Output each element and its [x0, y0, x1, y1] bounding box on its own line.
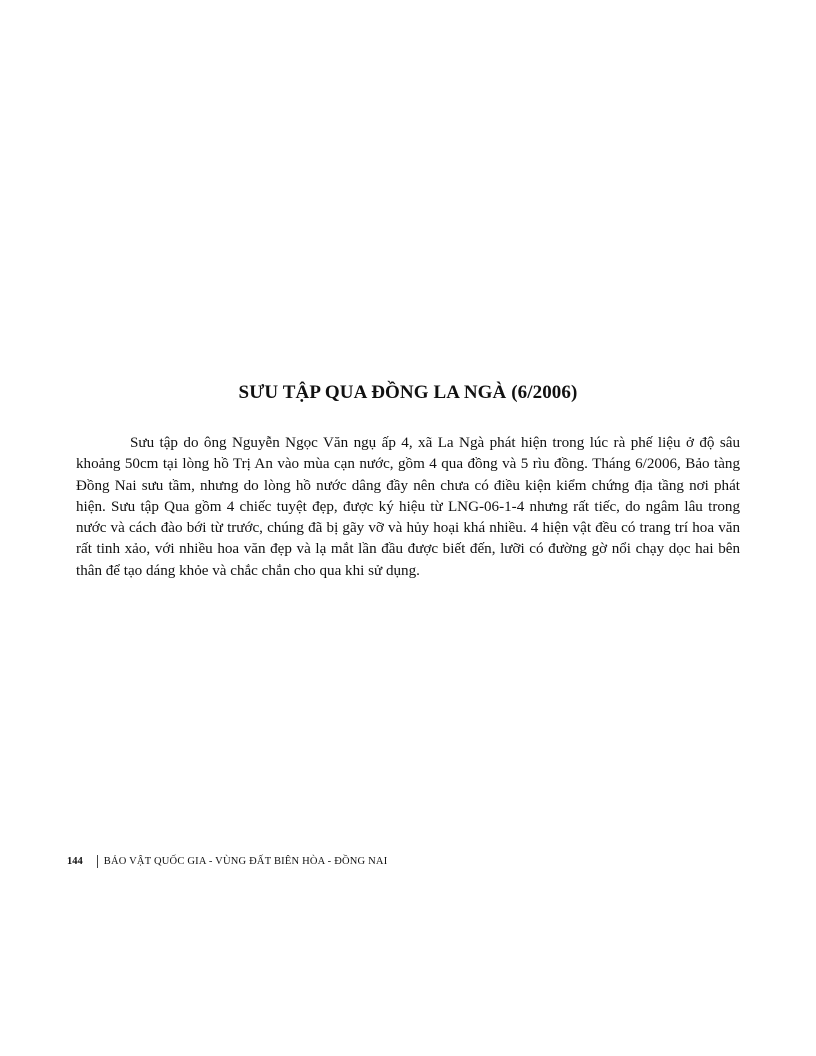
body-paragraph: Sưu tập do ông Nguyễn Ngọc Văn ngụ ấp 4, xã La Ngà phát hiện trong lúc rà phế liệu ở độ sâu khoảng 50cm tại lòng hồ Trị An vào mùa cạn nước, gồm 4 qua đồng và 5 rìu đồng. Tháng 6/2006, Bảo tàng Đồng Nai sưu tầm, nhưng do lòng hồ nước dâng đầy nên chưa có điều kiện kiểm chứng địa tầng nơi phát hiện. Sưu tập Qua gồm 4 chiếc tuyệt đẹp, được ký hiệu từ LNG-06-1-4 nhưng rất tiếc, do ngâm lâu trong nước và cách đào bới từ trước, chúng đã bị gãy vỡ và hủy hoại khá nhiều. 4 hiện vật đều có trang trí hoa văn rất tinh xảo, với nhiều hoa văn đẹp và lạ mắt lần đầu được biết đến, lưỡi có đường gờ nổi chạy dọc hai bên thân để tạo dáng khỏe và chắc chắn cho qua khi sử dụng. — [76, 435, 740, 579]
page-footer — [67, 853, 387, 869]
footer-divider — [97, 855, 98, 868]
page-number: 144 — [67, 855, 83, 867]
running-title: BẢO VẬT QUỐC GIA - VÙNG ĐẤT BIÊN HÒA - ĐỒNG NAI — [103, 855, 388, 867]
page-title: SƯU TẬP QUA ĐỒNG LA NGÀ (6/2006) — [238, 382, 578, 403]
